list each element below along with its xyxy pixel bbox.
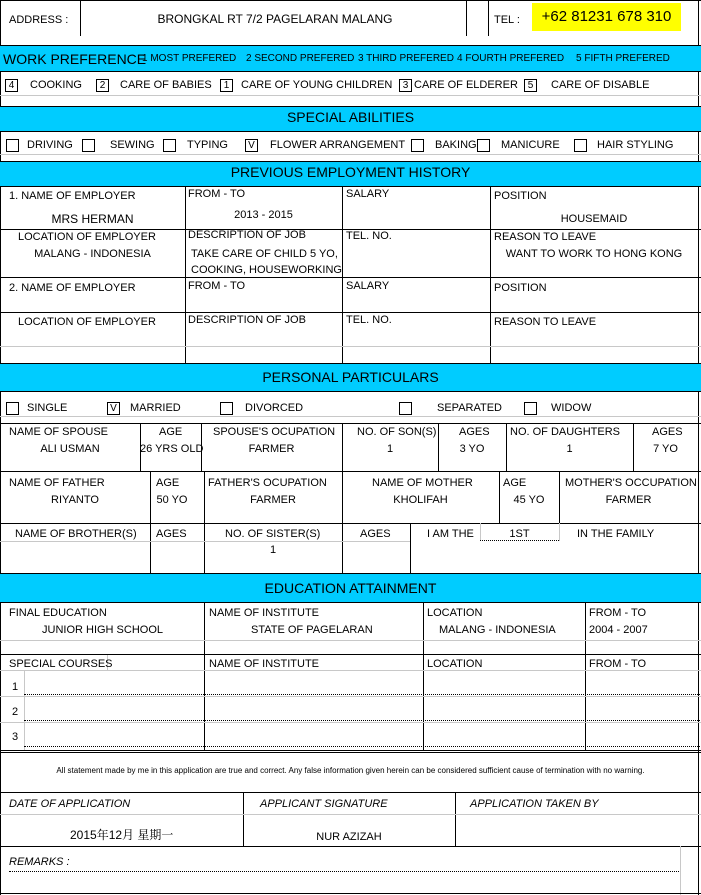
- sisters-value: 1: [269, 544, 277, 556]
- personal-title: PERSONAL PARTICULARS: [262, 369, 439, 385]
- pref-legend-1: 1 MOST PREFERED: [142, 53, 237, 64]
- employer-2-label: 2. NAME OF EMPLOYER: [9, 282, 136, 294]
- tel-value: +62 81231 678 310: [532, 3, 681, 31]
- pref-rank-young-children[interactable]: 1: [220, 79, 233, 92]
- position-1-value: HOUSEMAID: [560, 213, 628, 225]
- work-preference-band: [0, 45, 701, 72]
- description-1-line1: TAKE CARE OF CHILD 5 YO,: [191, 248, 338, 260]
- status-check-single[interactable]: [6, 402, 19, 415]
- brothers-label: NAME OF BROTHER(S): [15, 528, 137, 540]
- pref-legend-5: 5 FIFTH PREFERED: [576, 53, 670, 64]
- father-occupation-label: FATHER'S OCUPATION: [208, 477, 327, 489]
- tel-label-2: TEL. NO.: [346, 314, 392, 326]
- pref-label-cooking: COOKING: [30, 79, 82, 91]
- reason-1-value: WANT TO WORK TO HONG KONG: [505, 248, 683, 260]
- father-age-label: AGE: [156, 477, 180, 489]
- education-band: [0, 573, 701, 603]
- course-row-1: 1: [12, 681, 19, 693]
- i-am-the-label: I AM THE: [427, 528, 474, 540]
- status-label-married: MARRIED: [130, 402, 181, 414]
- mother-age-label: AGE: [503, 477, 527, 489]
- status-label-widow: WIDOW: [551, 402, 592, 414]
- description-1-line2: COOKING, HOUSEWORKING: [191, 264, 342, 276]
- work-preference-title: WORK PREFERENCE: [3, 51, 147, 67]
- ability-label-typing: TYPING: [187, 139, 228, 151]
- signature-label: APPLICANT SIGNATURE: [260, 798, 388, 810]
- employer-1-value: MRS HERMAN: [51, 212, 134, 226]
- ability-check-driving[interactable]: [6, 139, 19, 152]
- spouse-occupation-label: SPOUSE'S OCUPATION: [213, 426, 336, 438]
- position-label-1: POSITION: [494, 190, 547, 202]
- pref-legend-4: 4 FOURTH PREFERED: [457, 53, 565, 64]
- final-education-value: JUNIOR HIGH SCHOOL: [42, 624, 164, 636]
- sisters-label: NO. OF SISTER(S): [225, 528, 321, 540]
- ability-check-manicure[interactable]: [477, 139, 490, 152]
- remarks-label: REMARKS :: [9, 856, 70, 868]
- status-check-divorced[interactable]: [220, 402, 233, 415]
- ability-check-baking[interactable]: [411, 139, 424, 152]
- ability-label-sewing: SEWING: [110, 139, 155, 151]
- status-label-separated: SEPARATED: [437, 402, 502, 414]
- location-label: LOCATION: [427, 607, 483, 619]
- institute-label: NAME OF INSTITUTE: [209, 607, 319, 619]
- sisters-ages-label: AGES: [360, 528, 391, 540]
- description-label-1: DESCRIPTION OF JOB: [188, 229, 306, 241]
- employment-title: PREVIOUS EMPLOYMENT HISTORY: [230, 164, 471, 180]
- address-label: ADDRESS :: [9, 14, 69, 26]
- father-label: NAME OF FATHER: [9, 477, 105, 489]
- sons-ages-value: 3 YO: [459, 443, 485, 455]
- employer-1-label: 1. NAME OF EMPLOYER: [9, 190, 136, 202]
- pref-label-young-children: CARE OF YOUNG CHILDREN: [241, 79, 393, 91]
- date-value: 2015年12月 星期一: [70, 828, 174, 842]
- tel-label: TEL :: [494, 14, 520, 26]
- daughters-value: 1: [566, 443, 573, 455]
- sons-ages-label: AGES: [459, 426, 490, 438]
- taken-by-label: APPLICATION TAKEN BY: [470, 798, 599, 810]
- mother-occupation-value: FARMER: [605, 494, 652, 506]
- signature-value: NUR AZIZAH: [316, 831, 382, 843]
- address-value: BRONGKAL RT 7/2 PAGELARAN MALANG: [157, 12, 393, 26]
- date-label: DATE OF APPLICATION: [9, 798, 131, 810]
- tel-label-1: TEL. NO.: [346, 230, 392, 242]
- special-from-to-label: FROM - TO: [589, 658, 647, 670]
- statement-text: All statement made by me in this application are true and correct. Any false information given herein can be considered sufficient cause of termination with no warning.: [56, 766, 645, 775]
- ability-label-hair: HAIR STYLING: [597, 139, 674, 151]
- personal-band: [0, 363, 701, 392]
- location-1-value: MALANG - INDONESIA: [34, 248, 151, 260]
- location-value: MALANG - INDONESIA: [439, 624, 556, 636]
- salary-label-1: SALARY: [346, 188, 390, 200]
- description-label-2: DESCRIPTION OF JOB: [188, 314, 306, 326]
- pref-label-disable: CARE OF DISABLE: [551, 79, 650, 91]
- spouse-label: NAME OF SPOUSE: [9, 426, 109, 438]
- ability-check-typing[interactable]: [163, 139, 176, 152]
- special-institute-label: NAME OF INSTITUTE: [209, 658, 319, 670]
- employment-band: [0, 161, 701, 187]
- course-row-3: 3: [12, 731, 19, 743]
- from-to-label-2: FROM - TO: [188, 280, 246, 292]
- pref-legend-2: 2 SECOND PREFERED: [246, 53, 355, 64]
- pref-rank-elderer[interactable]: 3: [399, 79, 412, 92]
- institute-value: STATE OF PAGELARAN: [251, 624, 373, 636]
- sons-label: NO. OF SON(S): [357, 426, 437, 438]
- location-label-2: LOCATION OF EMPLOYER: [18, 316, 156, 328]
- course-row-2: 2: [12, 706, 19, 718]
- special-abilities-title: SPECIAL ABILITIES: [286, 109, 415, 125]
- pref-rank-cooking[interactable]: 4: [5, 79, 18, 92]
- ability-label-driving: DRIVING: [27, 139, 73, 151]
- final-education-label: FINAL EDUCATION: [9, 607, 107, 619]
- ability-label-manicure: MANICURE: [501, 139, 560, 151]
- status-label-single: SINGLE: [27, 402, 68, 414]
- spouse-occupation-value: FARMER: [248, 443, 295, 455]
- ability-check-flower[interactable]: V: [245, 139, 258, 152]
- from-to-value: 2004 - 2007: [589, 624, 648, 636]
- family-order-value: 1ST: [509, 528, 530, 540]
- from-to-label-1: FROM - TO: [188, 188, 246, 200]
- special-courses-label: SPECIAL COURSES: [9, 658, 113, 670]
- pref-label-elderer: CARE OF ELDERER: [414, 79, 518, 91]
- spouse-age-value: 26 YRS OLD: [140, 443, 204, 455]
- spouse-age-label: AGE: [159, 426, 183, 438]
- spouse-value: ALI USMAN: [40, 443, 100, 455]
- special-abilities-band: [0, 106, 701, 132]
- ability-check-sewing[interactable]: [82, 139, 95, 152]
- daughters-label: NO. OF DAUGHTERS: [510, 426, 621, 438]
- pref-legend-3: 3 THIRD PREFERED: [358, 53, 454, 64]
- father-age-value: 50 YO: [156, 494, 188, 506]
- from-to-1-value: 2013 - 2015: [234, 209, 293, 221]
- mother-value: KHOLIFAH: [393, 494, 448, 506]
- brothers-ages-label: AGES: [156, 528, 187, 540]
- status-label-divorced: DIVORCED: [245, 402, 304, 414]
- salary-label-2: SALARY: [346, 280, 390, 292]
- ability-label-flower: FLOWER ARRANGEMENT: [270, 139, 406, 151]
- pref-rank-babies[interactable]: 2: [96, 79, 109, 92]
- ability-check-hair[interactable]: [574, 139, 587, 152]
- mother-occupation-label: MOTHER'S OCCUPATION: [565, 477, 697, 489]
- daughters-ages-value: 7 YO: [653, 443, 678, 455]
- special-location-label: LOCATION: [427, 658, 483, 670]
- status-check-married[interactable]: V: [107, 402, 120, 415]
- reason-label-1: REASON TO LEAVE: [494, 231, 597, 243]
- position-label-2: POSITION: [494, 282, 547, 294]
- daughters-ages-label: AGES: [652, 426, 683, 438]
- mother-age-value: 45 YO: [513, 494, 545, 506]
- pref-rank-disable[interactable]: 5: [524, 79, 537, 92]
- father-value: RIYANTO: [51, 494, 99, 506]
- father-occupation-value: FARMER: [250, 494, 296, 506]
- from-to-label: FROM - TO: [589, 607, 647, 619]
- mother-label: NAME OF MOTHER: [372, 477, 473, 489]
- pref-label-babies: CARE OF BABIES: [120, 79, 212, 91]
- location-label-1: LOCATION OF EMPLOYER: [18, 231, 156, 243]
- ability-label-baking: BAKING: [435, 139, 477, 151]
- in-family-label: IN THE FAMILY: [577, 528, 655, 540]
- education-title: EDUCATION ATTAINMENT: [264, 580, 437, 596]
- status-check-separated[interactable]: [399, 402, 412, 415]
- reason-label-2: REASON TO LEAVE: [494, 316, 597, 328]
- sons-value: 1: [386, 443, 394, 455]
- status-check-widow[interactable]: [524, 402, 537, 415]
